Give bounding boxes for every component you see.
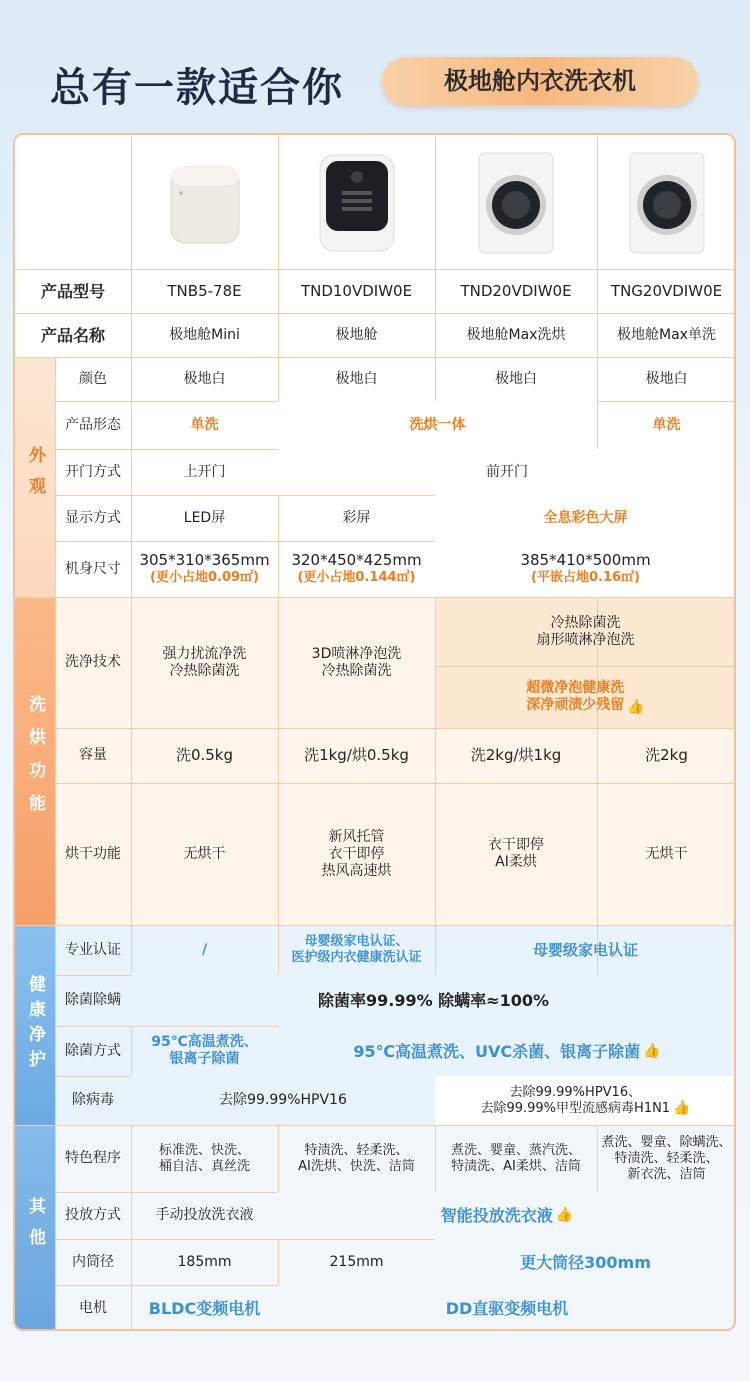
section-title: 其他	[25, 1197, 45, 1259]
wash-tech-highlight: 超微净泡健康洗 深净顽渍少残留	[526, 680, 625, 713]
sterilize-text: 95℃高温煮洗、UVC杀菌、银离子除菌	[353, 1041, 641, 1061]
drum-mini: 185mm	[177, 1253, 232, 1270]
capacity-mini: 洗0.5kg	[175, 746, 234, 764]
motor-mini: BLDC变频电机	[148, 1298, 261, 1318]
color-mini: 极地白	[183, 370, 226, 387]
motor-dd: DD直驱变频电机	[278, 1285, 736, 1331]
row-label-form: 产品形态	[65, 416, 121, 433]
program-mini: 标准洗、快洗、 桶自洁、真丝洗	[158, 1142, 250, 1174]
wash-tech-mini: 强力扰流净洗 冷热除菌洗	[162, 645, 247, 679]
row-label-capacity: 容量	[79, 747, 107, 763]
size-value: 320*450*425mm	[291, 551, 422, 569]
wash-tech-max-bottom	[435, 666, 736, 728]
section-title: 外观	[25, 446, 45, 508]
drum-standard: 215mm	[329, 1253, 384, 1270]
section-other-label	[15, 1125, 55, 1331]
capacity-max-wash: 洗2kg	[645, 746, 688, 764]
thumbs-up-icon: 👍	[555, 1207, 574, 1223]
section-title: 健康净护	[25, 975, 45, 1075]
row-label-model: 产品型号	[40, 281, 105, 301]
row-label-mite: 除菌除螨	[65, 992, 121, 1008]
model-mini: TNB5-78E	[167, 281, 242, 300]
form-mini: 单洗	[190, 416, 219, 433]
program-standard: 特渍洗、轻柔洗、 AI洗烘、快洗、洁筒	[298, 1142, 415, 1174]
name-max-wash: 极地舱Max单洗	[617, 326, 716, 343]
row-label-door: 开门方式	[65, 463, 121, 480]
dry-max-wash: 无烘干	[645, 845, 688, 862]
model-standard: TND10VDIW0E	[300, 281, 413, 300]
size-note: (平嵌占地0.16㎡)	[531, 570, 640, 585]
size-max	[435, 541, 736, 597]
wash-tech-standard: 3D喷淋净泡洗 冷热除菌洗	[311, 645, 402, 679]
section-wash-label	[15, 597, 55, 925]
capacity-max-dryer: 洗2kg/烘1kg	[470, 746, 562, 764]
product-image-max-dryer	[436, 135, 596, 269]
washer-mini-icon	[165, 157, 245, 247]
dosing-smart	[278, 1192, 736, 1239]
comparison-table	[13, 133, 736, 1331]
section-health-label	[15, 925, 55, 1125]
virus-mini-standard: 去除99.99%HPV16	[131, 1076, 435, 1125]
name-standard: 极地舱	[335, 326, 378, 343]
row-label-name: 产品名称	[40, 325, 105, 345]
color-max-dryer: 极地白	[495, 370, 537, 387]
row-label-display: 显示方式	[65, 509, 121, 526]
row-label-program: 特色程序	[65, 1150, 121, 1166]
drum-max: 更大筒径300mm	[435, 1239, 736, 1285]
virus-text: 去除99.99%HPV16、 去除99.99%甲型流感病毒H1N1	[480, 1084, 671, 1116]
wash-tech-max-top: 冷热除菌洗 扇形喷淋净泡洗	[536, 614, 635, 648]
mite-all: 除菌率99.99% 除螨率≈100%	[131, 975, 736, 1026]
display-mini: LED屏	[183, 509, 226, 526]
size-note: (更小占地0.144㎡)	[297, 570, 416, 585]
sterilize-mini: 95℃高温煮洗、 银离子除菌	[151, 1034, 258, 1067]
thumbs-up-icon: 👍	[673, 1100, 691, 1116]
door-front: 前开门	[278, 449, 736, 495]
dosing-mini: 手动投放洗衣液	[155, 1207, 254, 1223]
page-title: 总有一款适合你	[50, 65, 344, 111]
capacity-standard: 洗1kg/烘0.5kg	[304, 746, 409, 764]
thumbs-up-icon: 👍	[643, 1042, 661, 1059]
section-title: 洗烘功能	[25, 695, 45, 827]
size-value: 385*410*500mm	[520, 551, 651, 569]
name-mini: 极地舱Mini	[169, 326, 240, 343]
name-max-dryer: 极地舱Max洗烘	[466, 326, 566, 343]
sterilize-others	[278, 1026, 736, 1076]
washer-max-icon	[471, 147, 561, 257]
washer-max-wash-icon	[622, 147, 712, 257]
size-value: 305*310*365mm	[139, 551, 270, 569]
washer-standard-icon	[312, 147, 402, 257]
cert-max: 母婴级家电认证	[532, 940, 638, 959]
program-max-dryer: 煮洗、婴童、蒸汽洗、 特渍洗、AI柔烘、洁筒	[450, 1142, 581, 1174]
cert-standard: 母婴级家电认证、 医护级内衣健康洗认证	[291, 934, 422, 965]
row-label-color: 颜色	[79, 370, 107, 387]
row-label-wash-tech: 洗净技术	[65, 654, 121, 670]
size-standard	[278, 541, 435, 597]
display-standard: 彩屏	[342, 509, 371, 526]
row-label-drum: 内筒径	[72, 1253, 114, 1270]
color-max-wash: 极地白	[645, 370, 688, 387]
cert-mini: /	[201, 941, 208, 958]
dry-mini: 无烘干	[183, 845, 226, 862]
model-max-dryer: TND20VDIW0E	[460, 281, 572, 300]
size-mini	[131, 541, 278, 597]
form-washer-dryer: 洗烘一体	[278, 401, 597, 449]
row-label-cert: 专业认证	[65, 941, 121, 958]
product-image-mini	[132, 135, 277, 269]
virus-max	[435, 1076, 736, 1125]
color-standard: 极地白	[335, 370, 378, 387]
program-max-wash: 煮洗、婴童、除螨洗、 特渍洗、轻柔洗、 新衣洗、洁筒	[601, 1134, 732, 1182]
form-max-wash: 单洗	[652, 416, 681, 433]
size-note: (更小占地0.09㎡)	[150, 570, 259, 585]
dry-max-dryer: 衣干即停 AI柔烘	[488, 837, 544, 870]
row-label-dosing: 投放方式	[65, 1207, 121, 1223]
row-label-size: 机身尺寸	[65, 560, 121, 577]
dosing-text: 智能投放洗衣液	[440, 1206, 553, 1225]
display-max: 全息彩色大屏	[435, 495, 736, 541]
dry-standard: 新风托管 衣干即停 热风高速烘	[321, 828, 392, 879]
section-appearance-label	[15, 357, 55, 597]
door-mini: 上开门	[183, 463, 226, 480]
product-image-standard	[279, 135, 434, 269]
row-label-sterilize: 除菌方式	[65, 1042, 121, 1059]
product-image-max-wash	[598, 135, 736, 269]
model-max-wash: TNG20VDIW0E	[610, 281, 723, 300]
row-label-motor: 电机	[79, 1299, 107, 1316]
product-category-badge: 极地舱内衣洗衣机	[382, 57, 698, 105]
thumbs-up-icon: 👍	[627, 699, 645, 715]
row-label-virus: 除病毒	[72, 1092, 114, 1108]
row-label-dry: 烘干功能	[65, 845, 121, 862]
